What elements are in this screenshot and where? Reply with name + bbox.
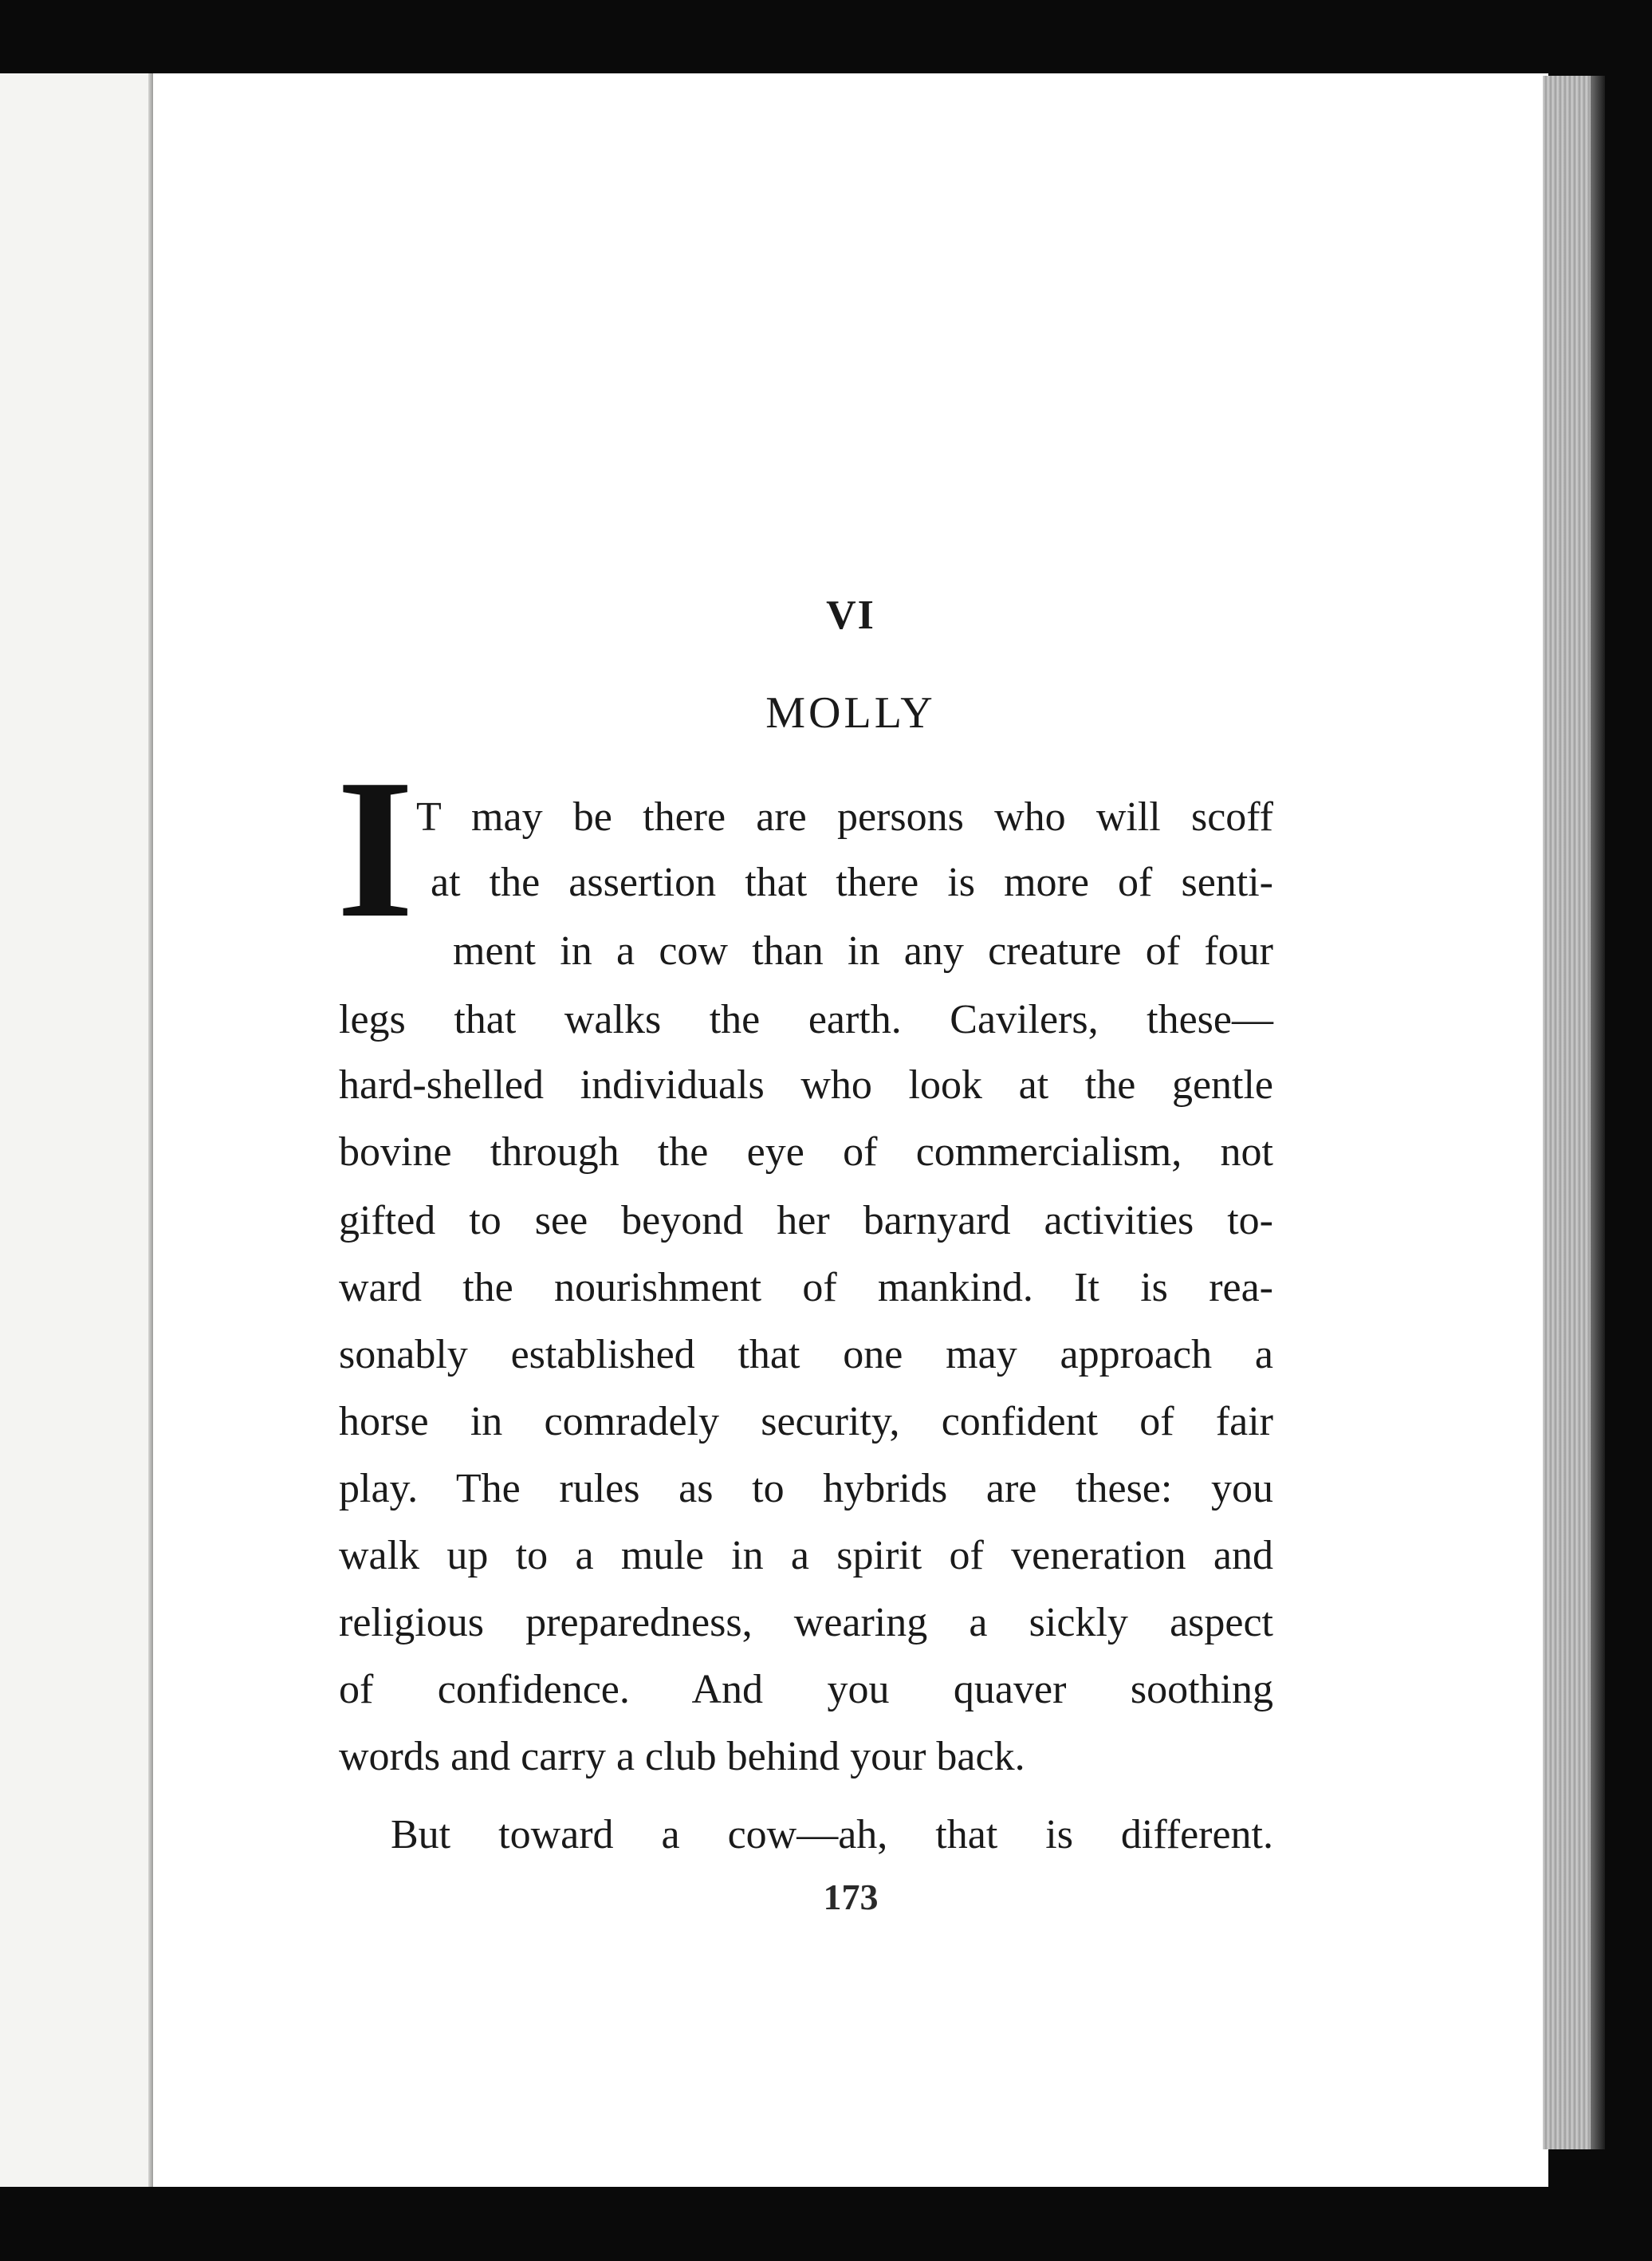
body-line-12: walk up to a mule in a spirit of veneration and [339, 1533, 1273, 1578]
body-line-2: at the assertion that there is more of senti- [431, 860, 1273, 905]
page-edges [1543, 76, 1605, 2149]
body-line-13: religious preparedness, wearing a sickly aspect [339, 1600, 1273, 1645]
chapter-number: VI [826, 593, 875, 638]
body-line-9: sonably established that one may approach a [339, 1332, 1273, 1377]
body-line-11: play. The rules as to hybrids are these: you [339, 1466, 1273, 1511]
body-line-5: hard-shelled individuals who look at the gentle [339, 1062, 1273, 1108]
body-line-4: legs that walks the earth. Cavilers, these— [339, 997, 1273, 1042]
facing-page [0, 73, 153, 2187]
page-number: 173 [823, 1877, 879, 1917]
body-line-1: T may be there are persons who will scoff [416, 794, 1273, 840]
body-line-7: gifted to see beyond her barnyard activities to- [339, 1198, 1273, 1243]
body-line-10: horse in comradely security, confident of fair [339, 1399, 1273, 1444]
body-line-14: of confidence. And you quaver soothing [339, 1667, 1273, 1712]
body-line-3: ment in a cow than in any creature of four [453, 928, 1273, 974]
body-line-15: words and carry a club behind your back. [339, 1734, 1025, 1779]
body-line-8: ward the nourishment of mankind. It is rea- [339, 1265, 1273, 1310]
drop-cap: I [336, 739, 415, 959]
chapter-title: MOLLY [765, 688, 936, 738]
body-line-16: But toward a cow—ah, that is different. [391, 1812, 1273, 1857]
body-line-6: bovine through the eye of commercialism, not [339, 1129, 1273, 1175]
